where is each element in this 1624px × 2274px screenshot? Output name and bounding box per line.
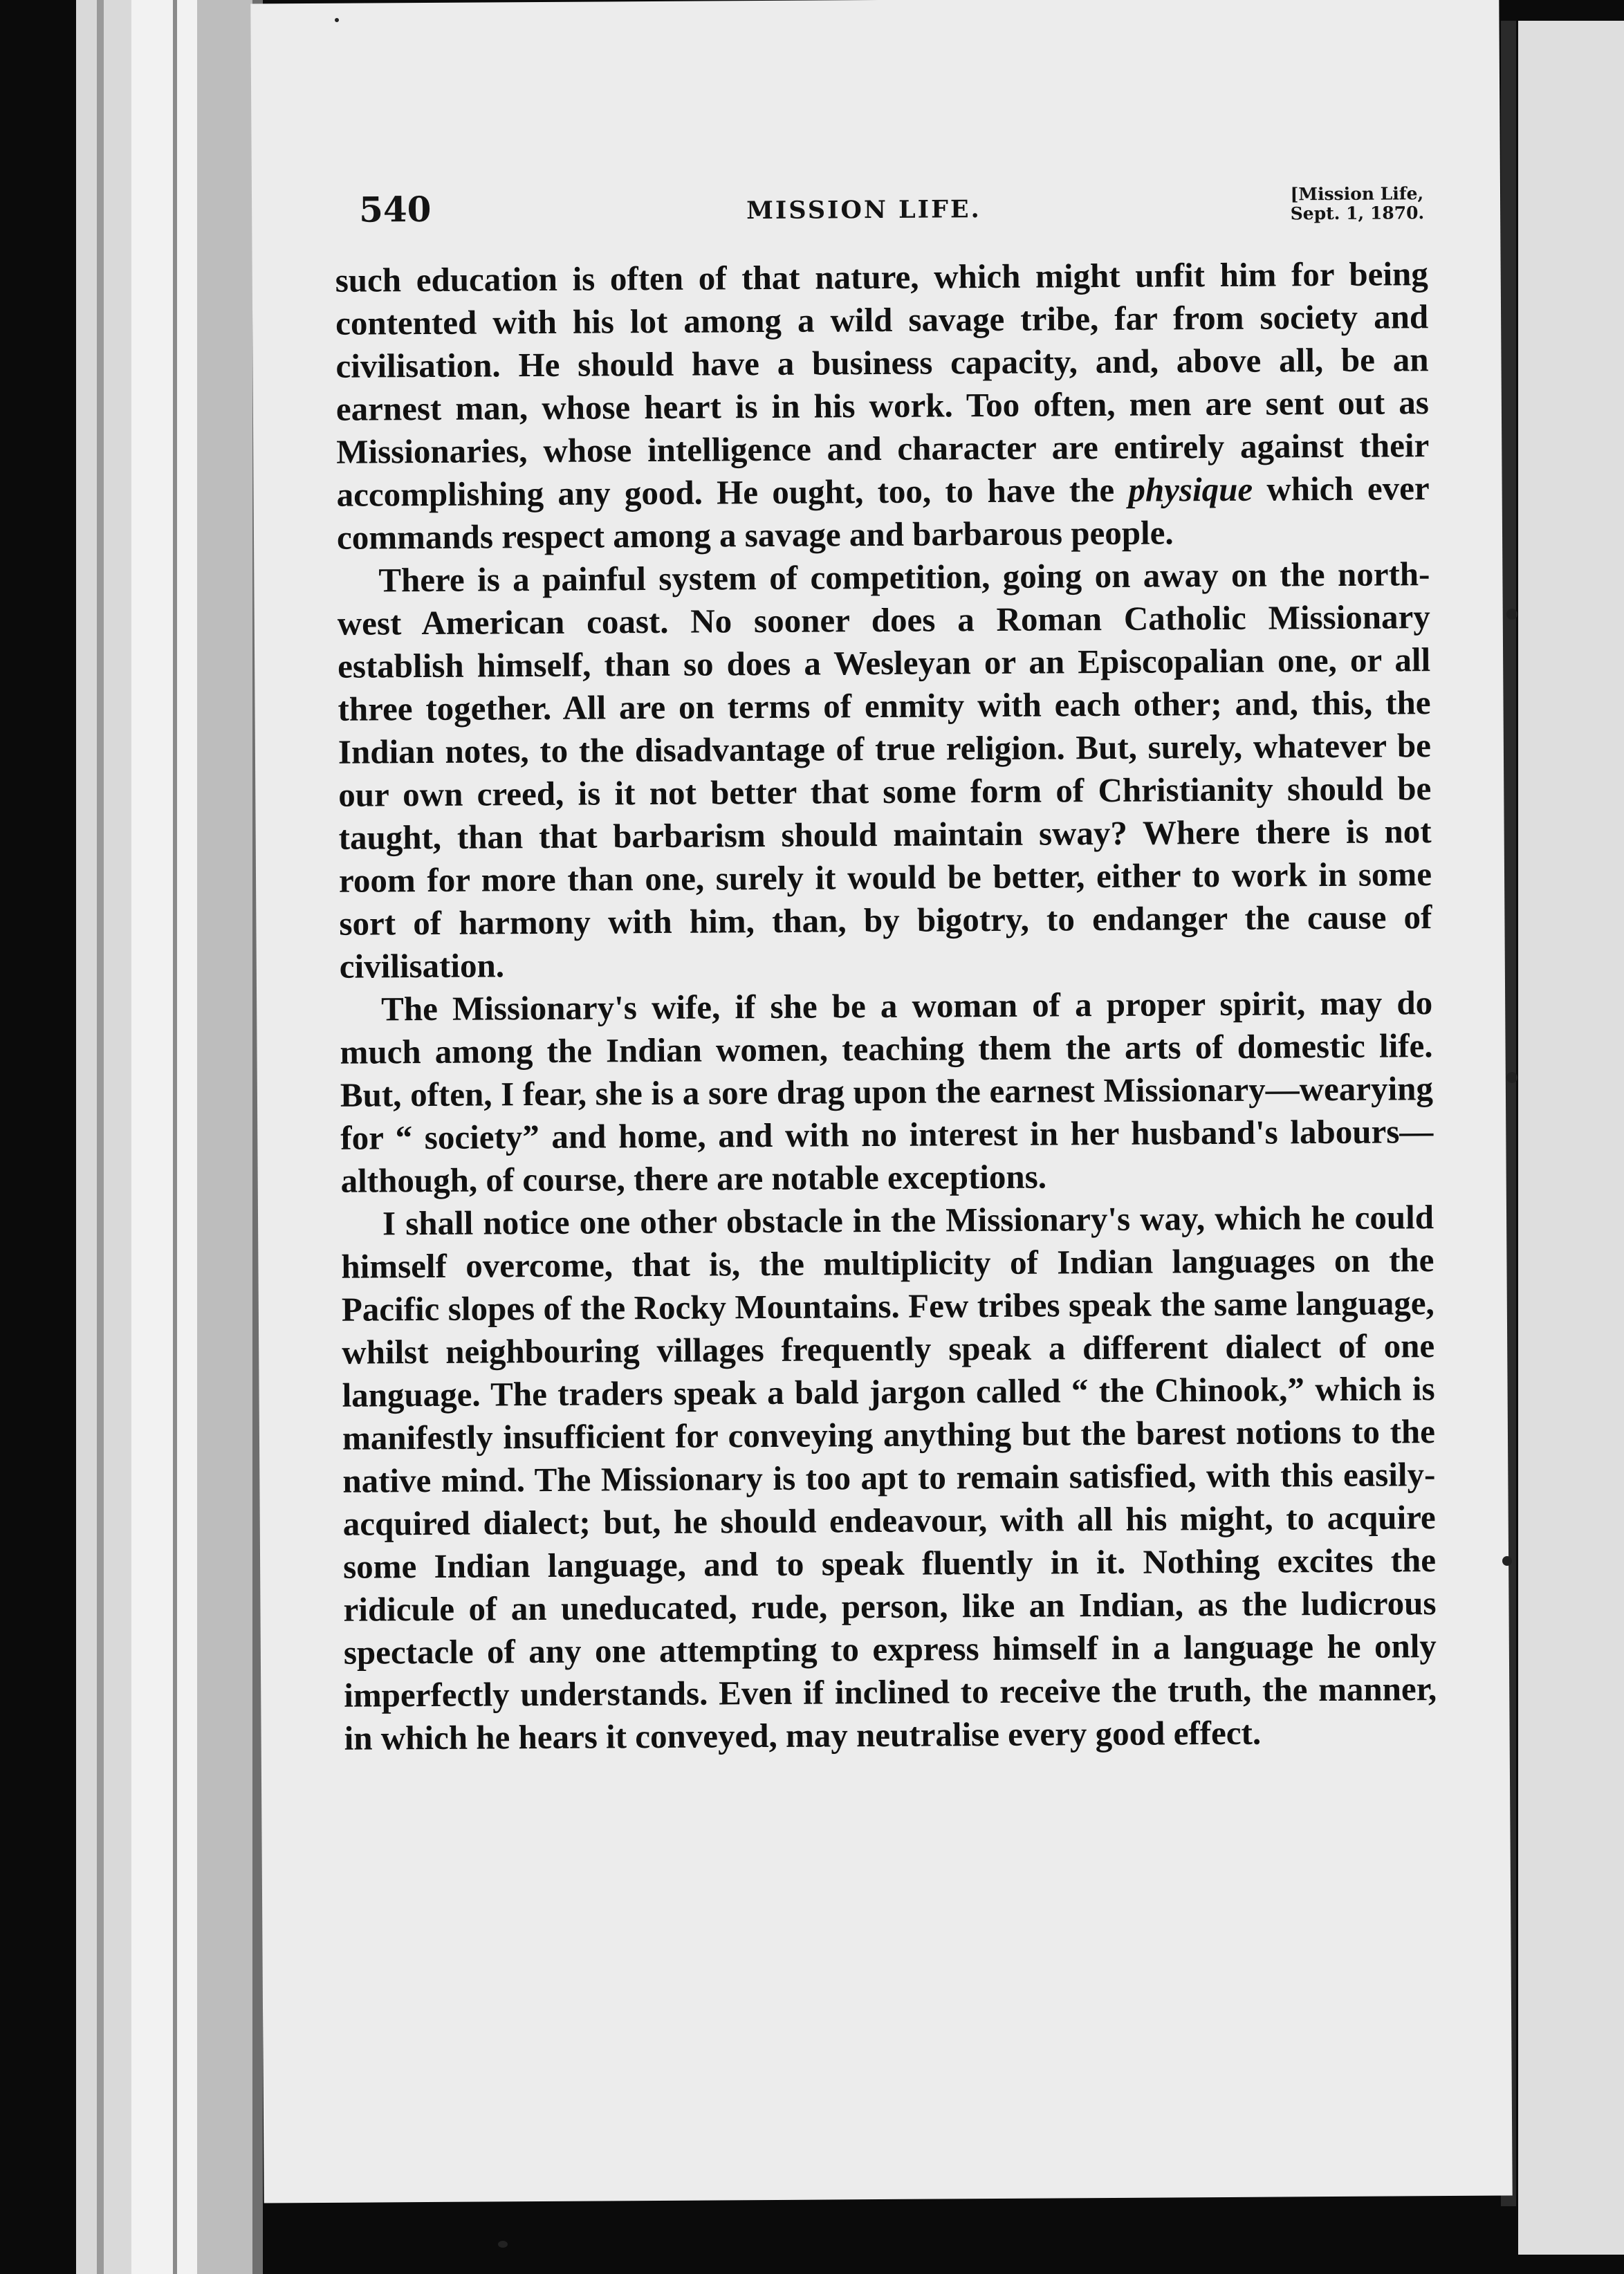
dust-speck: [498, 2241, 508, 2248]
paragraph-text: which ever commands respect among a savage and barbarous people.: [336, 469, 1430, 557]
binding-line: [97, 0, 104, 2274]
dust-speck: [1506, 1072, 1517, 1083]
dust-speck: [1502, 1556, 1512, 1566]
page-number: 540: [358, 188, 432, 230]
book-page: [250, 0, 1512, 2203]
italic-word: physique: [1128, 470, 1253, 509]
running-source: [1290, 184, 1424, 223]
paragraph: The Missionary's wife, if she be a woman of a proper spirit, may do much among the Indian women, teaching them the arts of domestic life. But, often, I fear, she is a sore drag upon the earnest Missionary—wearying for “ society” and home, and with no interest in her husband's labours—although, of course, there are notable exceptions.: [340, 983, 1434, 1200]
dust-speck: [335, 18, 339, 22]
binding-gutter: [197, 0, 252, 2274]
running-title: MISSION LIFE.: [746, 195, 981, 225]
running-header: [359, 180, 1424, 241]
dust-speck: [1506, 609, 1517, 620]
running-source-line: Sept. 1, 1870.: [1290, 203, 1425, 224]
paragraph: [335, 252, 1430, 560]
paragraph: I shall notice one other obstacle in the Missionary's way, which he could himself overcome, that is, the multiplicity of Indian languages on the Pacific slopes of the Rocky Mountains. Few tribes speak the same language, whilst neighbouring villages frequently speak a different dialect of one language. The traders speak a bald jargon called “ the Chinook,” which is manifestly insufficient for conveying anything but the barest notions to the native mind. The Missionary is too apt to remain satisfied, with this easily-acquired dialect; but, he should endeavour, with all his might, to acquire some Indian language, and to speak fluently in it. Nothing excites the ridicule of an uneducated, rude, person, like an Indian, as the ludicrous spectacle of any one attempting to express himself in a language he only imperfectly understands. Even if inclined to receive the truth, the manner, in which he hears it conveyed, may neutralise every good effect.: [341, 1198, 1437, 1757]
facing-page-strip: [1518, 21, 1624, 2255]
paragraph-text: such education is often of that nature, which might unfit him for being contented with his lot among a wild savage tribe, far from society and civilisation. He should have a business capacity, and, above all, be an earnest man, whose heart is in his work. Too often, men are sent out as Missionaries, whose intelligence and character are entirely against their accomplishing any good. He ought, too, to have the: [335, 255, 1430, 514]
binding-gutter: [76, 0, 131, 2274]
binding-gutter: [131, 0, 197, 2274]
paragraph: There is a painful system of competition, going on away on the north-west American coast. No sooner does a Roman Catholic Missionary establish himself, than so does a Wesleyan or an Episcopalian one, or all three together. All are on terms of enmity with each other; and, this, the Indian notes, to the disadvantage of true religion. But, surely, whatever be our own creed, is it not better that some form of Christianity should be taught, than that barbarism should maintain sway? Where there is not room for more than one, surely it would be better, either to work in some sort of harmony with him, than, by bigotry, to endanger the cause of civilisation.: [337, 555, 1432, 986]
running-source-line: [Mission Life,: [1290, 183, 1424, 205]
binding-line: [173, 0, 177, 2274]
body-text: [335, 252, 1437, 1760]
